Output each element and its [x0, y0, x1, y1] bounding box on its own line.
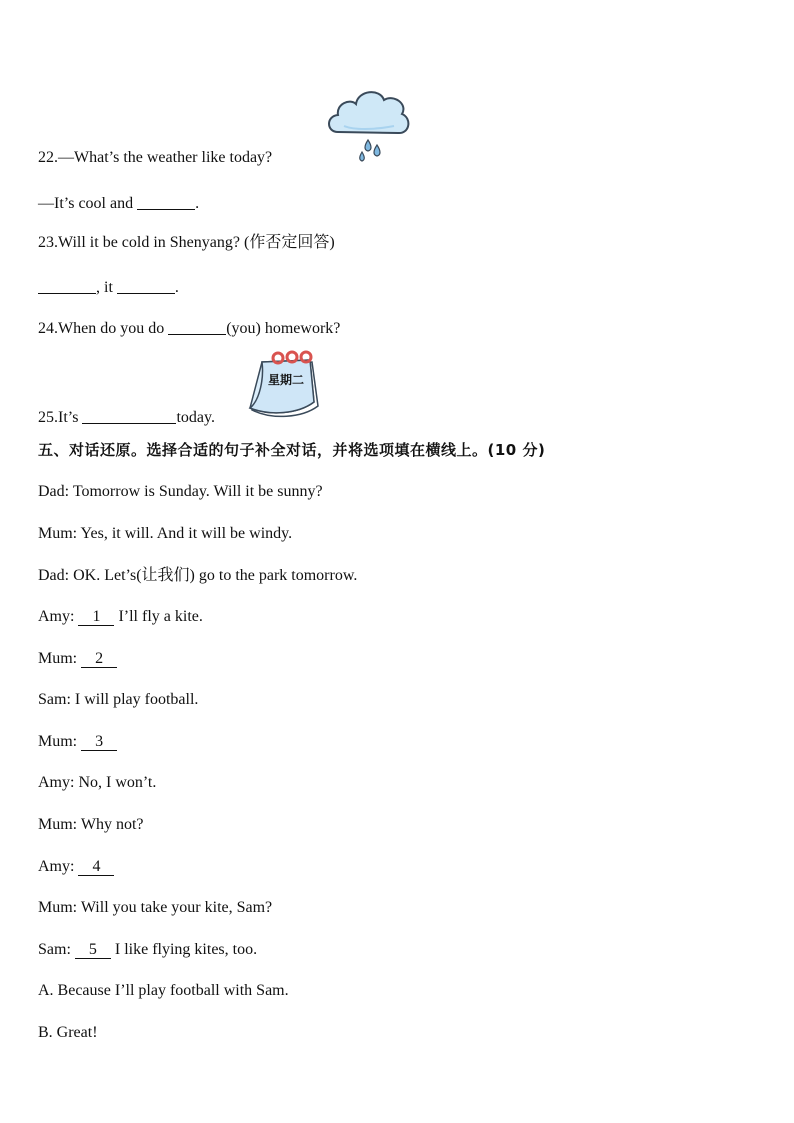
dialogue-line [38, 940, 257, 960]
question-23-line1 [38, 233, 335, 253]
question-number: 23. [38, 234, 58, 251]
dialogue-line [38, 566, 357, 586]
dialogue-line [38, 898, 272, 918]
question-22-line1 [38, 148, 272, 168]
dialogue-line [38, 815, 144, 835]
question-text: Will it be cold in Shenyang? (作否定回答) [58, 234, 335, 251]
question-24 [38, 316, 340, 339]
answer-blank-3[interactable]: 3 [81, 734, 117, 751]
speaker: Mum: [38, 816, 78, 833]
dialogue-text: Tomorrow is Sunday. Will it be sunny? [72, 483, 323, 500]
answer-end: . [174, 279, 179, 296]
speaker: Amy: [38, 774, 75, 791]
speaker: Amy: [38, 858, 75, 875]
speaker: Mum: [38, 650, 78, 667]
speaker: Dad: [38, 567, 70, 584]
dialogue-line [38, 607, 203, 627]
answer-middle: , it [96, 279, 117, 296]
question-22-line2 [38, 191, 199, 214]
question-25 [38, 405, 215, 428]
answer-blank-4[interactable]: 4 [78, 859, 114, 876]
question-23-line2 [38, 275, 179, 298]
answer-blank[interactable] [38, 277, 96, 294]
answer-blank[interactable] [82, 407, 176, 424]
question-number: 25. [38, 409, 58, 426]
speaker: Dad: [38, 483, 70, 500]
dialogue-line [38, 524, 292, 544]
dialogue-text: I like flying kites, too. [114, 941, 258, 958]
speaker: Mum: [38, 733, 78, 750]
answer-blank[interactable] [168, 318, 226, 335]
question-number: 24. [38, 320, 58, 337]
answer-blank-2[interactable]: 2 [81, 651, 117, 668]
speaker: Sam: [38, 691, 71, 708]
answer-blank[interactable] [137, 193, 195, 210]
question-prefix: When do you do [58, 320, 169, 337]
answer-suffix: . [195, 195, 200, 212]
question-text: —What’s the weather like today? [58, 149, 273, 166]
section-5-title: 五、对话还原。选择合适的句子补全对话，并将选项填在横线上。(10 分) [38, 441, 546, 459]
dialogue-line [38, 649, 117, 669]
answer-prefix: —It’s cool and [38, 195, 138, 212]
dialogue-text: I’ll fly a kite. [118, 608, 203, 625]
dialogue-line [38, 857, 114, 877]
speaker: Sam: [38, 941, 71, 958]
speaker: Mum: [38, 525, 78, 542]
dialogue-line [38, 482, 323, 502]
dialogue-line [38, 732, 117, 752]
dialogue-text: Yes, it will. And it will be windy. [80, 525, 293, 542]
dialogue-line [38, 773, 156, 793]
dialogue-text: No, I won’t. [78, 774, 157, 791]
answer-blank-1[interactable]: 1 [78, 609, 114, 626]
dialogue-text: Will you take your kite, Sam? [80, 899, 273, 916]
dialogue-line [38, 690, 198, 710]
rain-cloud-icon [324, 82, 412, 166]
speaker: Mum: [38, 899, 78, 916]
question-prefix: It’s [58, 409, 83, 426]
option-b: B. Great! [38, 1024, 98, 1041]
dialogue-text: Why not? [80, 816, 144, 833]
question-suffix: today. [176, 409, 215, 426]
dialogue-text: I will play football. [74, 691, 199, 708]
answer-blank-5[interactable]: 5 [75, 942, 111, 959]
calendar-label: 星期二 [268, 373, 305, 387]
question-suffix: (you) homework? [226, 320, 341, 337]
speaker: Amy: [38, 608, 75, 625]
question-number: 22. [38, 149, 58, 166]
dialogue-text: OK. Let’s(让我们) go to the park tomorrow. [73, 567, 358, 584]
calendar-icon [242, 348, 324, 422]
answer-blank[interactable] [117, 277, 175, 294]
option-a: A. Because I’ll play football with Sam. [38, 982, 289, 999]
